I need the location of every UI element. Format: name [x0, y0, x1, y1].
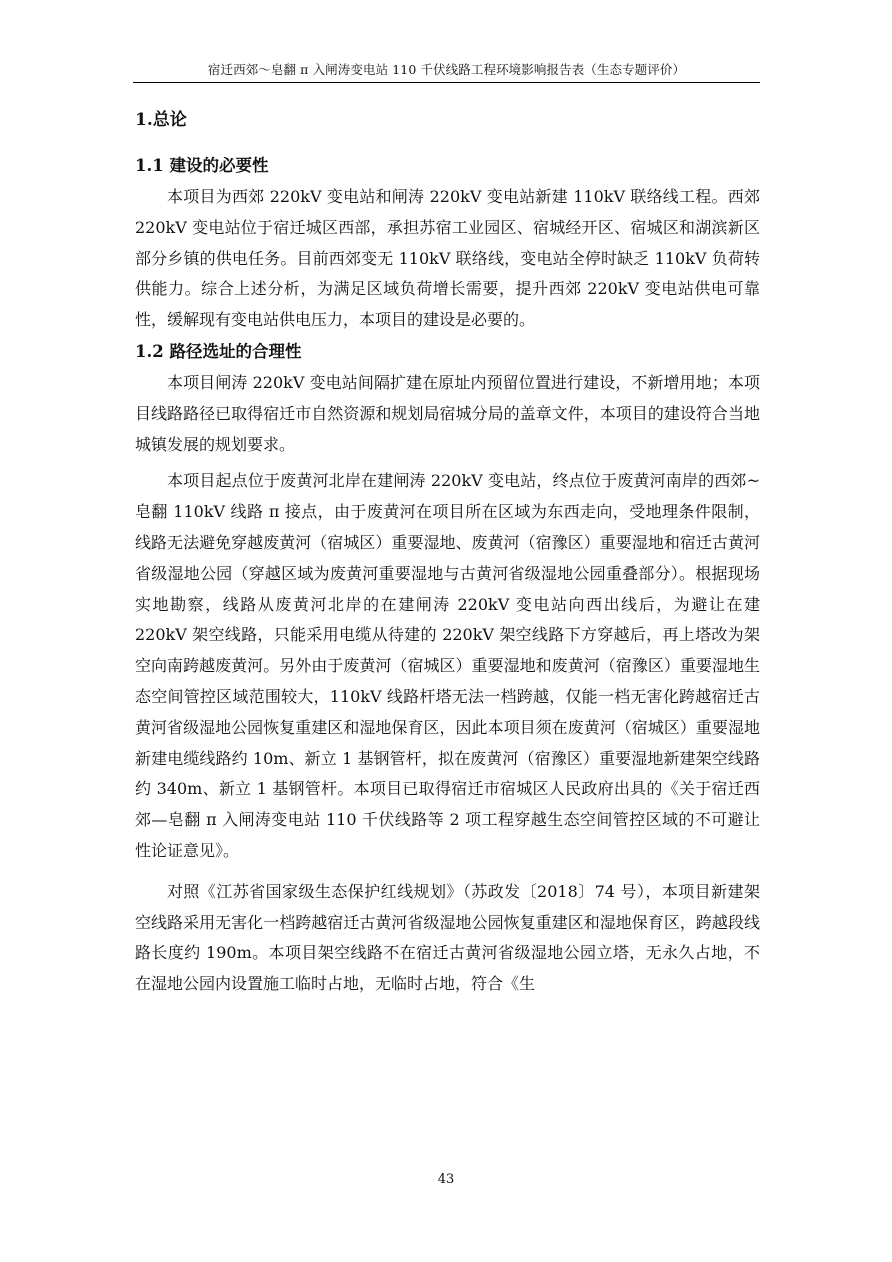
paragraph-route-description: 本项目起点位于废黄河北岸在建闸涛 220kV 变电站，终点位于废黄河南岸的西郊~皂翻 110kV 线路 π 接点，由于废黄河在项目所在区域为东西走向，受地理条件限制，线路无法避免穿越废黄河（宿城区）重要湿地、废黄河（宿豫区）重要湿地和宿迁古黄河省级湿地公园（穿越区域为废黄河重要湿地与古黄河省级湿地公园重叠部分）。根据现场实地勘察，线路从废黄河北岸的在建闸涛 220kV 变电站向西出线后，为避让在建 220kV 架空线路，只能采用电缆从待建的 220kV 架空线路下方穿越后，再上塔改为架空向南跨越废黄河。另外由于废黄河（宿城区）重要湿地和废黄河（宿豫区）重要湿地生态空间管控区域范围较大，110kV 线路杆塔无法一档跨越，仅能一档无害化跨越宿迁古黄河省级湿地公园恢复重建区和湿地保育区，因此本项目须在废黄河（宿城区）重要湿地新建电缆线路约 10m、新立 1 基钢管杆，拟在废黄河（宿豫区）重要湿地新建架空线路约 340m、新立 1 基钢管杆。本项目已取得宿迁市宿城区人民政府出具的《关于宿迁西郊—皂翻 π 入闸涛变电站 110 千伏线路等 2 项工程穿越生态空间管控区域的不可避让性论证意见》。 — [135, 471, 760, 860]
page-number: 43 — [437, 1172, 455, 1187]
paragraph-red-line-compliance: 对照《江苏省国家级生态保护红线规划》（苏政发〔2018〕74 号），本项目新建架空线路采用无害化一档跨越宿迁古黄河省级湿地公园恢复重建区和湿地保育区，跨越段线路长度约 190m。本项目架空线路不在宿迁古黄河省级湿地公园立塔，无永久占地，不在湿地公园内设置施工临时占地，无临时占地，符合《生 — [135, 881, 760, 994]
page-header — [133, 58, 760, 83]
header-title: 宿迁西郊～皂翻 π 入闸涛变电站 110 千伏线路工程环境影响报告表（生态专题评价） — [207, 62, 686, 77]
section-heading-1: 1.总论 — [135, 110, 187, 130]
page-content — [135, 104, 760, 1000]
section-heading-1-2: 1.2 路径选址的合理性 — [135, 341, 302, 361]
paragraph-site-selection: 本项目闸涛 220kV 变电站间隔扩建在原址内预留位置进行建设，不新增用地；本项目线路路径已取得宿迁市自然资源和规划局宿城分局的盖章文件，本项目的建设符合当地城镇发展的规划要求。 — [135, 372, 760, 454]
section-heading-1-1: 1.1 建设的必要性 — [135, 156, 269, 175]
paragraph-necessity: 本项目为西郊 220kV 变电站和闸涛 220kV 变电站新建 110kV 联络线工程。西郊 220kV 变电站位于宿迁城区西部，承担苏宿工业园区、宿城经开区、宿城区和湖滨新区部分乡镇的供电任务。目前西郊变无 110kV 联络线，变电站全停时缺乏 110kV 负荷转供能力。综合上述分析，为满足区域负荷增长需要，提升西郊 220kV 变电站供电可靠性，缓解现有变电站供电压力，本项目的建设是必要的。 — [135, 187, 760, 330]
